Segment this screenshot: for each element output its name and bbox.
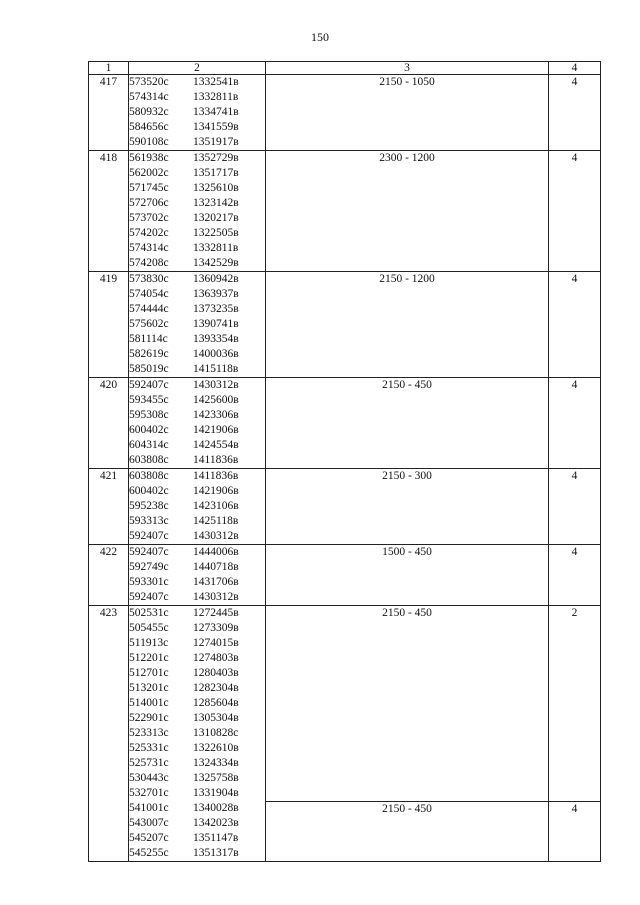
- coordinate-pair: [129, 801, 265, 816]
- latitude-value: 593301c: [129, 576, 169, 588]
- row-number: 421: [89, 469, 129, 545]
- table-header-row: [89, 62, 601, 75]
- longitude-value: 1431706в: [193, 576, 239, 588]
- latitude-value: 574314c: [129, 91, 169, 103]
- latitude-value: 580932c: [129, 106, 169, 118]
- coordinate-pair: [129, 560, 265, 575]
- longitude-value: 1332811в: [193, 242, 239, 254]
- coordinate-pair: [129, 135, 265, 150]
- longitude-value: 1424554в: [193, 439, 239, 451]
- latitude-value: 512701c: [129, 667, 169, 679]
- coordinate-pair: [129, 408, 265, 423]
- longitude-value: 1274803в: [193, 652, 239, 664]
- latitude-value: 581114c: [129, 333, 168, 345]
- altitude-range-split: [266, 606, 549, 862]
- coordinate-pair: [129, 105, 265, 120]
- coordinate-pair: [129, 484, 265, 499]
- longitude-value: 1351717в: [193, 167, 239, 179]
- page-number: 150: [311, 30, 329, 44]
- longitude-value: 1360942в: [193, 273, 239, 285]
- coordinate-pair: [129, 499, 265, 514]
- latitude-value: 525331c: [129, 742, 169, 754]
- longitude-value: 1325758в: [193, 772, 239, 784]
- latitude-value: 592749c: [129, 561, 169, 573]
- longitude-value: 1325610в: [193, 182, 239, 194]
- coordinate-list: [129, 272, 266, 378]
- longitude-value: 1421906в: [193, 485, 239, 497]
- coordinates-table: [88, 61, 601, 862]
- latitude-value: 505455c: [129, 622, 169, 634]
- longitude-value: 1351317в: [193, 847, 239, 859]
- coordinate-pair: [129, 211, 265, 226]
- altitude-range: 2300 - 1200: [266, 151, 549, 272]
- longitude-value: 1331904в: [193, 787, 239, 799]
- longitude-value: 1320217в: [193, 212, 239, 224]
- coordinate-pair: [129, 75, 265, 90]
- longitude-value: 1373235в: [193, 303, 239, 315]
- coordinate-pair: [129, 786, 265, 801]
- latitude-value: 600402c: [129, 485, 169, 497]
- altitude-range: 2150 - 450: [266, 801, 548, 861]
- count-value-split: [549, 606, 601, 862]
- longitude-value: 1440718в: [193, 561, 239, 573]
- latitude-value: 574314c: [129, 242, 169, 254]
- row-number: 419: [89, 272, 129, 378]
- latitude-value: 593313c: [129, 515, 169, 527]
- altitude-range: 2150 - 1050: [266, 75, 549, 151]
- longitude-value: 1305304в: [193, 712, 239, 724]
- coordinate-pair: [129, 241, 265, 256]
- coordinate-pair: [129, 651, 265, 666]
- header-col-4: 4: [549, 62, 601, 75]
- latitude-value: 593455c: [129, 394, 169, 406]
- latitude-value: 573830c: [129, 273, 169, 285]
- longitude-value: 1415118в: [193, 363, 239, 375]
- latitude-value: 572706c: [129, 197, 169, 209]
- coordinate-pair: [129, 469, 265, 484]
- header-col-3: 3: [266, 62, 549, 75]
- coordinate-list: [129, 469, 266, 545]
- count-value: 4: [549, 272, 601, 378]
- latitude-value: 600402c: [129, 424, 169, 436]
- latitude-value: 582619c: [129, 348, 169, 360]
- latitude-value: 530443c: [129, 772, 169, 784]
- table-row: [89, 272, 601, 378]
- coordinate-pair: [129, 393, 265, 408]
- longitude-value: 1285604в: [193, 697, 239, 709]
- latitude-value: 574054c: [129, 288, 169, 300]
- longitude-value: 1411836в: [193, 470, 239, 482]
- latitude-value: 573702c: [129, 212, 169, 224]
- longitude-value: 1280403в: [193, 667, 239, 679]
- latitude-value: 592407c: [129, 530, 169, 542]
- coordinate-pair: [129, 545, 265, 560]
- longitude-value: 1411836в: [193, 454, 239, 466]
- longitude-value: 1332541в: [193, 76, 239, 88]
- coordinate-pair: [129, 575, 265, 590]
- count-value: 4: [549, 801, 600, 861]
- longitude-value: 1310828c: [193, 727, 239, 739]
- coordinate-pair: [129, 529, 265, 544]
- coordinate-pair: [129, 362, 265, 377]
- longitude-value: 1352729в: [193, 152, 239, 164]
- count-value: 4: [549, 378, 601, 469]
- latitude-value: 525731c: [129, 757, 169, 769]
- coordinate-pair: [129, 317, 265, 332]
- longitude-value: 1444006в: [193, 546, 239, 558]
- coordinate-pair: [129, 606, 265, 621]
- coordinate-pair: [129, 514, 265, 529]
- row-number: 418: [89, 151, 129, 272]
- longitude-value: 1323142в: [193, 197, 239, 209]
- header-col-2: 2: [129, 62, 266, 75]
- coordinate-pair: [129, 636, 265, 651]
- longitude-value: 1393354в: [193, 333, 239, 345]
- table-body: [89, 75, 601, 862]
- table-row: [89, 606, 601, 862]
- coordinate-pair: [129, 726, 265, 741]
- count-value: 4: [549, 545, 601, 606]
- latitude-value: 585019c: [129, 363, 169, 375]
- latitude-value: 514001c: [129, 697, 169, 709]
- count-value: 4: [549, 75, 601, 151]
- coordinate-pair: [129, 181, 265, 196]
- coordinate-pair: [129, 272, 265, 287]
- longitude-value: 1363937в: [193, 288, 239, 300]
- latitude-value: 592407c: [129, 546, 169, 558]
- longitude-value: 1274015в: [193, 637, 239, 649]
- longitude-value: 1421906в: [193, 424, 239, 436]
- row-number: 423: [89, 606, 129, 862]
- coordinate-pair: [129, 423, 265, 438]
- altitude-range: 2150 - 450: [266, 378, 549, 469]
- longitude-value: 1390741в: [193, 318, 239, 330]
- longitude-value: 1351147в: [193, 832, 239, 844]
- longitude-value: 1340028в: [193, 802, 239, 814]
- coordinate-pair: [129, 816, 265, 831]
- latitude-value: 545255c: [129, 847, 169, 859]
- latitude-value: 590108c: [129, 136, 169, 148]
- longitude-value: 1425118в: [193, 515, 239, 527]
- coordinate-pair: [129, 621, 265, 636]
- latitude-value: 502531c: [129, 607, 169, 619]
- longitude-value: 1425600в: [193, 394, 239, 406]
- row-number: 420: [89, 378, 129, 469]
- latitude-value: 562002c: [129, 167, 169, 179]
- longitude-value: 1430312в: [193, 530, 239, 542]
- latitude-value: 584656c: [129, 121, 169, 133]
- coordinate-pair: [129, 226, 265, 241]
- coordinate-pair: [129, 771, 265, 786]
- longitude-value: 1342529в: [193, 257, 239, 269]
- latitude-value: 541001c: [129, 802, 169, 814]
- coordinate-pair: [129, 120, 265, 135]
- coordinate-pair: [129, 846, 265, 861]
- longitude-value: 1400036в: [193, 348, 239, 360]
- coordinate-pair: [129, 378, 265, 393]
- coordinate-pair: [129, 90, 265, 105]
- longitude-value: 1334741в: [193, 106, 239, 118]
- coordinate-pair: [129, 711, 265, 726]
- latitude-value: 543007c: [129, 817, 169, 829]
- altitude-range: 2150 - 300: [266, 469, 549, 545]
- latitude-value: 574202c: [129, 227, 169, 239]
- latitude-value: 592407c: [129, 591, 169, 603]
- coordinate-pair: [129, 332, 265, 347]
- latitude-value: 545207c: [129, 832, 169, 844]
- latitude-value: 513201c: [129, 682, 169, 694]
- latitude-value: 575602c: [129, 318, 169, 330]
- longitude-value: 1341559в: [193, 121, 239, 133]
- coordinate-pair: [129, 196, 265, 211]
- coordinate-pair: [129, 453, 265, 468]
- longitude-value: 1332811в: [193, 91, 239, 103]
- coordinate-pair: [129, 347, 265, 362]
- latitude-value: 532701c: [129, 787, 169, 799]
- latitude-value: 574208c: [129, 257, 169, 269]
- coordinate-list: [129, 151, 266, 272]
- coordinate-list: [129, 378, 266, 469]
- coordinate-pair: [129, 756, 265, 771]
- latitude-value: 574444c: [129, 303, 169, 315]
- altitude-range: 2150 - 450: [382, 607, 432, 619]
- longitude-value: 1273309в: [193, 622, 239, 634]
- latitude-value: 592407c: [129, 379, 169, 391]
- latitude-value: 561938c: [129, 152, 169, 164]
- longitude-value: 1322610в: [193, 742, 239, 754]
- latitude-value: 595238c: [129, 500, 169, 512]
- coordinate-pair: [129, 166, 265, 181]
- coordinate-pair: [129, 831, 265, 846]
- coordinate-pair: [129, 741, 265, 756]
- count-value: 2: [571, 607, 578, 619]
- coordinate-list: [129, 606, 266, 862]
- latitude-value: 595308c: [129, 409, 169, 421]
- coordinate-pair: [129, 681, 265, 696]
- altitude-range: 1500 - 450: [266, 545, 549, 606]
- table-row: [89, 545, 601, 606]
- latitude-value: 603808c: [129, 470, 169, 482]
- longitude-value: 1430312в: [193, 591, 239, 603]
- longitude-value: 1282304в: [193, 682, 239, 694]
- longitude-value: 1342023в: [193, 817, 239, 829]
- longitude-value: 1272445в: [193, 607, 239, 619]
- latitude-value: 604314c: [129, 439, 169, 451]
- latitude-value: 573520c: [129, 76, 169, 88]
- longitude-value: 1322505в: [193, 227, 239, 239]
- latitude-value: 511913c: [129, 637, 169, 649]
- coordinate-pair: [129, 666, 265, 681]
- row-number: 422: [89, 545, 129, 606]
- latitude-value: 523313c: [129, 727, 169, 739]
- coordinate-pair: [129, 151, 265, 166]
- longitude-value: 1351917в: [193, 136, 239, 148]
- latitude-value: 571745c: [129, 182, 169, 194]
- latitude-value: 522901c: [129, 712, 169, 724]
- longitude-value: 1430312в: [193, 379, 239, 391]
- coordinate-list: [129, 75, 266, 151]
- count-value: 4: [549, 151, 601, 272]
- coordinate-pair: [129, 287, 265, 302]
- coordinate-pair: [129, 590, 265, 605]
- altitude-range: 2150 - 1200: [266, 272, 549, 378]
- longitude-value: 1423306в: [193, 409, 239, 421]
- table-row: [89, 151, 601, 272]
- latitude-value: 512201c: [129, 652, 169, 664]
- coordinate-list: [129, 545, 266, 606]
- coordinate-pair: [129, 302, 265, 317]
- coordinate-pair: [129, 696, 265, 711]
- longitude-value: 1423106в: [193, 500, 239, 512]
- latitude-value: 603808c: [129, 454, 169, 466]
- table-row: [89, 378, 601, 469]
- table-row: [89, 469, 601, 545]
- row-number: 417: [89, 75, 129, 151]
- header-col-1: 1: [89, 62, 129, 75]
- coordinate-pair: [129, 256, 265, 271]
- coordinate-pair: [129, 438, 265, 453]
- count-value: 4: [549, 469, 601, 545]
- longitude-value: 1324334в: [193, 757, 239, 769]
- table-row: [89, 75, 601, 151]
